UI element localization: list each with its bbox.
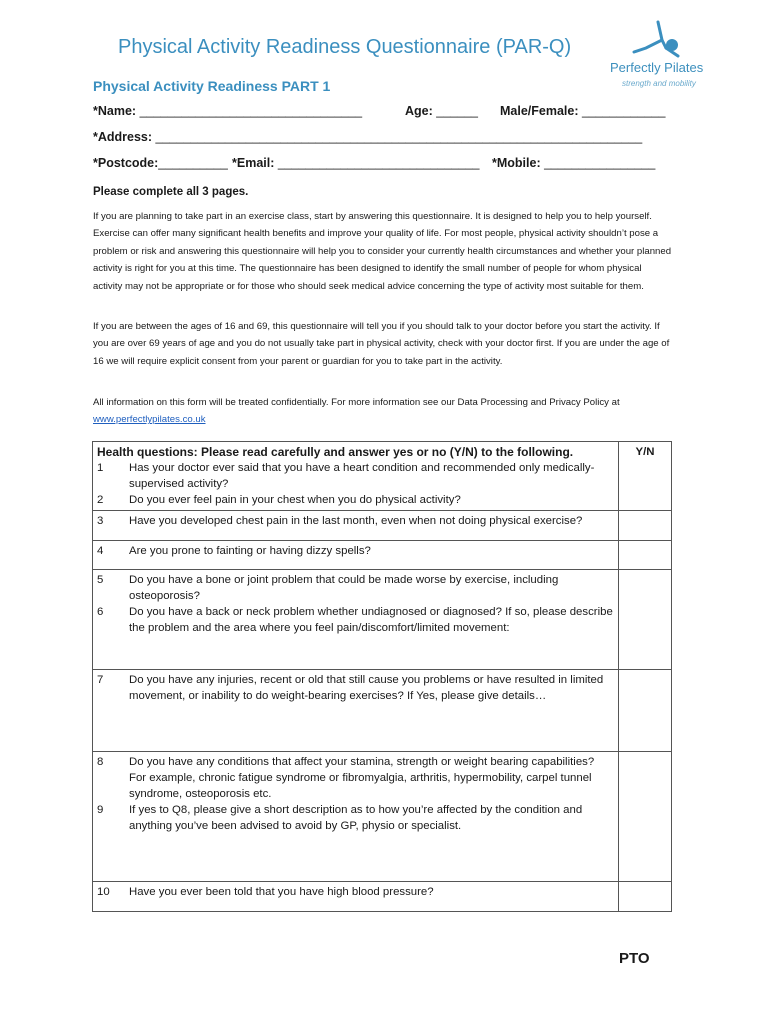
name-row [93, 104, 362, 118]
logo-name: Perfectly Pilates [610, 60, 704, 75]
answer-cell-3[interactable] [619, 511, 672, 541]
privacy-paragraph [93, 394, 673, 429]
sex-field[interactable]: ____________ [582, 104, 666, 118]
question-text: Have you developed chest pain in the last month, even when not doing physical exercise? [125, 511, 619, 541]
question-text: Do you ever feel pain in your chest when you do physical activity? [129, 494, 461, 506]
age-row [405, 104, 478, 118]
page-title: Physical Activity Readiness Questionnaire (PAR-Q) [118, 36, 572, 58]
answer-cell-8-9[interactable] [619, 752, 672, 882]
question-text: Do you have any conditions that affect your stamina, strength or weight bearing capabilities? For example, chronic fatigue syndrome or fibromyalgia, arthritis, hypermobility, carpel tunnel syndrome, osteoporosis etc. [129, 756, 595, 800]
question-2 [97, 492, 614, 508]
table-row [93, 541, 672, 570]
question-number: 6 [97, 606, 104, 618]
mobile-label: *Mobile: [492, 156, 541, 170]
sex-row [500, 104, 665, 118]
question-number: 3 [93, 511, 126, 541]
question-block-8-9 [93, 752, 619, 882]
table-row [93, 670, 672, 752]
postcode-row [93, 156, 228, 170]
age-label: Age: [405, 104, 433, 118]
table-row [93, 442, 672, 511]
answer-cell-1-2[interactable] [619, 442, 672, 511]
answer-cell-4[interactable] [619, 541, 672, 570]
question-block-5-6 [93, 570, 619, 670]
table-row [93, 511, 672, 541]
part-title: Physical Activity Readiness PART 1 [93, 78, 331, 94]
question-number: 1 [97, 462, 104, 474]
question-number: 4 [93, 541, 126, 570]
table-row [93, 882, 672, 912]
table-row [93, 570, 672, 670]
pto-label: PTO [619, 950, 650, 967]
question-5 [97, 572, 614, 604]
mobile-row [492, 156, 655, 170]
privacy-text: All information on this form will be treated confidentially. For more information see our Data Processing and Privacy Policy at [93, 397, 620, 408]
name-label: *Name: [93, 104, 137, 118]
answer-cell-10[interactable] [619, 882, 672, 912]
question-number: 5 [97, 574, 104, 586]
intro-paragraph-1: If you are planning to take part in an exercise class, start by answering this questionnaire. It is designed to help you to help yourself. Exercise can offer many significant health benefits and improve your quality of life. For most people, physical activity shouldn’t pose a problem or risk and answering this questionnaire will help you to consider your currently health circumstances and whether your planned activity is right for you at this time. The questionnaire has been designed to identify the small number of people for whom physical activity may not be appropriate or for those who should seek medical advice concerning the type of activity most suitable for them. [93, 211, 672, 292]
complete-note: Please complete all 3 pages. [93, 186, 249, 198]
question-block-1-2 [93, 442, 619, 511]
table-row [93, 752, 672, 882]
intro-paragraph-2: If you are between the ages of 16 and 69, this questionnaire will tell you if you should talk to your doctor before you start the activity. If you are over 69 years of age and you do not usually take part in physical activity, check with your doctor first. If you are under the age of 16 we will require explicit consent from your parent or guardian for you to take part in the activity. [93, 321, 670, 367]
question-8 [97, 754, 614, 802]
address-label: *Address: [93, 130, 153, 144]
sex-label: Male/Female: [500, 104, 579, 118]
question-number: 7 [93, 670, 126, 752]
question-6 [97, 604, 614, 636]
question-number: 9 [97, 804, 104, 816]
question-number: 10 [93, 882, 126, 912]
question-number: 8 [97, 756, 104, 768]
mobile-field[interactable]: ________________ [544, 156, 656, 170]
email-row [232, 156, 479, 170]
question-text: Has your doctor ever said that you have a heart condition and recommended only medically-supervised activity? [129, 462, 595, 490]
question-text: Are you prone to fainting or having dizzy spells? [125, 541, 619, 570]
health-questions-table [92, 441, 672, 912]
question-1 [97, 460, 614, 492]
privacy-link[interactable]: www.perfectlypilates.co.uk [93, 414, 206, 426]
question-text: Do you have any injuries, recent or old that still cause you problems or have resulted in limited movement, or inability to do weight-bearing exercises? If Yes, please give details… [125, 670, 619, 752]
question-text: Have you ever been told that you have high blood pressure? [125, 882, 619, 912]
yn-header: Y/N [635, 446, 655, 458]
question-text: Do you have a bone or joint problem that could be made worse by exercise, including osteoporosis? [129, 574, 559, 602]
question-text: If yes to Q8, please give a short description as to how you’re affected by the condition and anything you’ve been advised to avoid by GP, physio or specialist. [129, 804, 583, 832]
question-9 [97, 802, 614, 834]
postcode-label: *Postcode: [93, 156, 159, 170]
question-number: 2 [97, 494, 104, 506]
name-field[interactable]: ________________________________ [139, 104, 363, 118]
table-heading: Health questions: Please read carefully and answer yes or no (Y/N) to the following. [97, 445, 574, 459]
email-label: *Email: [232, 156, 275, 170]
logo-tagline: strength and mobility [622, 79, 696, 88]
answer-cell-7[interactable] [619, 670, 672, 752]
postcode-field[interactable]: __________ [158, 156, 228, 170]
email-field[interactable]: _____________________________ [277, 156, 480, 170]
age-field[interactable]: ______ [436, 104, 478, 118]
question-text: Do you have a back or neck problem whether undiagnosed or diagnosed? If so, please describe the problem and the area where you feel pain/discomfort/limited movement: [129, 606, 613, 634]
address-row [93, 130, 642, 144]
answer-cell-5-6[interactable] [619, 570, 672, 670]
address-field[interactable]: ______________________________________________________________________ [155, 130, 643, 144]
